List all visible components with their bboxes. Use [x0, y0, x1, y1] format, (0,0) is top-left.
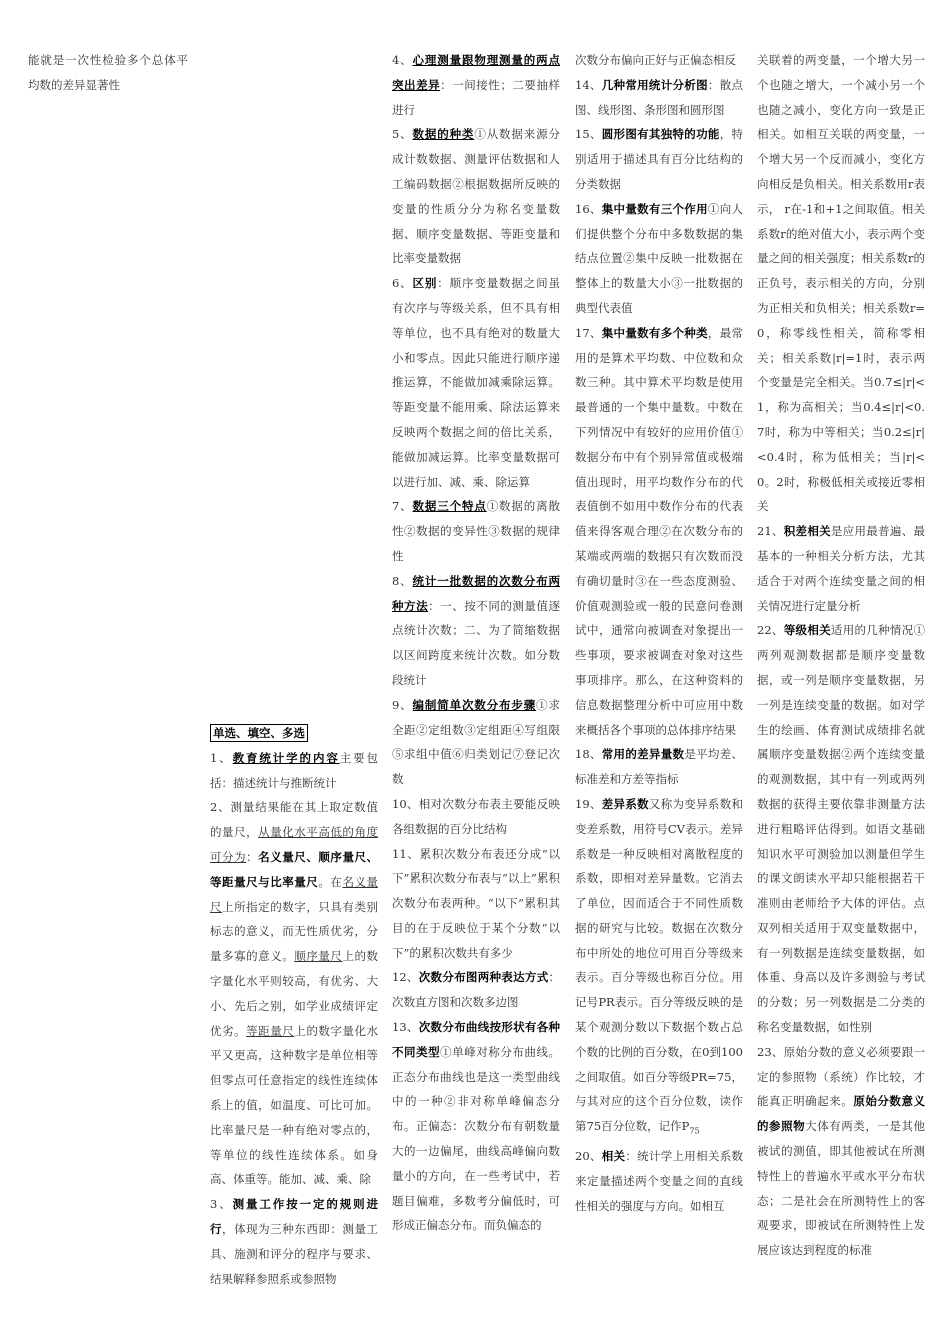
item-21 [757, 519, 925, 618]
item-number: 18、 [575, 747, 602, 762]
item-body: ：次数直方图和次数多边图 [392, 970, 560, 1010]
item-5 [392, 122, 560, 271]
item-23 [757, 1040, 925, 1263]
item-text: 大体有两类，一是其他被试的测值，即其他被试在所测特性上的普遍水平或水平分布状态；二是社会在所测特性上的客观要求，即被试在所测特性上发展应该达到程度的标准 [757, 1119, 926, 1258]
item-heading: 区别 [412, 276, 438, 291]
underlined-text: 从量化水平高低的角度可分为 [210, 825, 379, 864]
item-heading: 几种常用统计分析图 [601, 77, 708, 92]
column-1 [28, 48, 188, 98]
item-13 [392, 1015, 560, 1238]
item-body: ：统计学上用相关系数来定量描述两个变量之间的直线性相关的强度与方向。如相互 [575, 1149, 743, 1213]
column-5 [757, 48, 925, 1263]
item-11 [392, 842, 560, 966]
item-body: ①数据的离散性②数据的变异性③数据的规律性 [392, 499, 560, 563]
subscript: 75 [689, 1126, 700, 1136]
item-body: ，体现为三种东西即：测量工具、施测和评分的程序与要求、结果解释参照系或参照物 [210, 1221, 379, 1286]
item-heading: 次数分布图两种表达方式 [418, 970, 549, 985]
item-19 [575, 792, 743, 1144]
underlined-text: 等距量尺 [246, 1023, 295, 1038]
item-7 [392, 494, 560, 568]
item-number: 22、 [757, 623, 784, 638]
underlined-text: 顺序量尺 [294, 949, 343, 964]
item-22 [757, 618, 925, 1040]
item-body: 是应用最普遍、最基本的一种相关分析方法，尤其适合于对两个连续变量之间的相关情况进行定量分析 [757, 524, 925, 613]
item-number: 9、 [392, 697, 413, 712]
item-15 [575, 122, 743, 196]
item-body: ：散点图、线形图、条形图和圆形图 [575, 77, 743, 117]
item-number: 8、 [392, 573, 413, 588]
bold-text: 原始分数意义的参照物 [757, 1094, 926, 1134]
item-number: 4、 [392, 53, 413, 67]
item-10 [392, 792, 560, 842]
item-heading: 圆形图有其独特的功能 [601, 127, 720, 142]
item-heading: 次数分布曲线按形状有各种不同类型 [392, 1020, 560, 1059]
item-number: 1、 [210, 750, 233, 765]
item-18 [575, 742, 743, 792]
item-text: ： [246, 849, 259, 864]
bold-text: 名义量尺、顺序量尺、等距量尺与比率量尺 [210, 849, 379, 889]
item-body: ：一间接性；二要抽样进行 [392, 77, 561, 117]
item-9 [392, 693, 560, 792]
item-heading: 等级相关 [783, 623, 831, 638]
item-heading: 统计一批数据的次数分布两种方法 [392, 573, 560, 613]
item-number: 12、 [392, 970, 419, 985]
column-2 [210, 720, 378, 1291]
item-body: 又称为变异系数和变差系数，用符号CV表示。差异系数是一种反映相对离散程度的系数，即相对差异量数。它消去了单位，因而适合于不同性质数据的研究与比较。数据在次数分布中所处的地位可用百分等级来表示。百分等级也称百分位。用记号PR表示。百分等级反映的是某个观测分数以下数据个数占总个数的比例的百分数，在0到100之间取值。如百分等级PR=75，与其对应的这个百分位数，读作第75百分位数，记作P [575, 796, 743, 1134]
item-1 [210, 746, 378, 796]
paragraph [28, 48, 188, 98]
item-body: 主要包括：描述统计与推断统计 [210, 750, 379, 790]
item-number: 7、 [392, 499, 413, 514]
paragraph-text: 次数分布偏向正好与正偏态相反 [575, 53, 736, 67]
item-number: 19、 [575, 796, 602, 811]
item-body: 是平均差、标准差和方差等指标 [575, 747, 743, 787]
item-number: 13、 [392, 1020, 419, 1035]
item-12 [392, 965, 560, 1015]
item-number: 3、 [210, 1197, 233, 1212]
paragraph [757, 48, 925, 519]
column-4 [575, 48, 743, 1219]
item-text: 23、原始分数的意义必须要跟一定的参照物（系统）作比较，才能真正明确起来。 [757, 1044, 925, 1109]
item-3 [210, 1192, 378, 1291]
item-body: ：一、按不同的测量值逐点统计次数；二、为了简缩数据以区间跨度来统计次数。如分数段统计 [392, 598, 561, 687]
item-heading: 编制简单次数分布步骤 [412, 697, 537, 712]
item-body: ：顺序变量数据之间虽有次序与等级关系，但不具有相等单位，也不具有绝对的数量大小和零点。因此只能进行顺序递推运算，不能做加减乘除运算。等距变量不能用乘、除法运算来反映两个数据之间的倍比关系，能做加减运算。比率变量数据可以进行加、减、乘、除运算 [392, 276, 560, 489]
item-body: 适用的几种情况①两列观测数据都是顺序变量数据，或一列是顺序变量数据，另一列是连续变量的数据。如对学生的绘画、体育测试成绩排名就属顺序变量数据②两个连续变量的观测数据，其中有一列或两列数据的获得主要依靠非测量方法进行粗略评估得到。如语文基础知识水平可测验加以测量但学生的课文朗读水平却只能根据若干准则由老师给予大体的评估。点双列相关适用于双变量数据中，有一列数据是连续变量数据，如体重、身高以及许多测验与考试的分数；另一列数据是二分类的称名变量数据，如性别 [757, 623, 925, 1035]
item-heading: 心理测量跟物理测量的两点突出差异 [392, 53, 560, 92]
item-heading: 数据三个特点 [412, 499, 487, 514]
item-heading: 测量工作按一定的规则进行 [210, 1197, 379, 1236]
column-3 [392, 48, 560, 1238]
item-text: 上所指定的数字，只具有类别标志的意义，而无性质优劣，分量多寡的意义。 [210, 899, 379, 964]
item-heading: 常用的差异量数 [601, 747, 685, 762]
item-number: 17、 [575, 325, 602, 340]
item-heading: 教育统计学的内容 [232, 750, 340, 765]
item-body: ①从数据来源分成计数数据、测量评估数据和人工编码数据②根据数据所反映的变量的性质分分为称名变量数据、顺序变量数据、等距变量和比率变量数据 [392, 127, 560, 266]
item-heading: 相关 [601, 1149, 626, 1164]
paragraph-text: 关联着的两变量，一个增大另一个也随之增大，一个减小另一个也随之减小，变化方向一致是正相关。如相互关联的两变量，一个增大另一个反而减小，变化方向相反是负相关。相关系数用r表示， r在-1和+1之间取值。相关系数r的绝对值大小，表示两个变量之间的相关强度；相关系数r的正负号，表示相关的方向，分别为正相关和负相关；相关系数r=0，称零线性相关，简称零相关；相关系数|r|=1时，表示两个变量是完全相关。当0.7≤|r|<1，称为高相关；当0.4≤|r|<0.7时，称为中等相关；当0.2≤|r|<0.4时，称为低相关；当|r|<0。2时，称极低相关或接近零相关 [757, 53, 925, 514]
item-heading: 差异系数 [601, 796, 649, 811]
item-17 [575, 321, 743, 743]
paragraph [575, 48, 743, 73]
item-body: ①求全距②定组数③定组距④写组限⑤求组中值⑥归类划记⑦登记次数 [392, 697, 560, 787]
item-number: 6、 [392, 276, 413, 291]
paragraph-text: 能就是一次性检验多个总体平均数的差异显著性 [28, 53, 188, 92]
item-body: ，特别适用于描述具有百分比结构的分类数据 [575, 127, 743, 191]
item-text: 上的数字量化水平则较高，有优劣、大小、先后之别，如学业成绩评定优劣。 [210, 949, 379, 1038]
item-number: 16、 [575, 201, 602, 216]
underlined-text: 名义量尺 [210, 874, 379, 914]
section-title: 单选、填空、多选 [210, 724, 308, 742]
item-8 [392, 569, 560, 693]
item-text: 2、测量结果能在其上取定数值的量尺， [210, 800, 378, 840]
item-text: 。在 [318, 874, 343, 889]
item-text: 10、相对次数分布表主要能反映各组数据的百分比结构 [392, 796, 560, 836]
item-number: 21、 [757, 524, 784, 539]
item-4 [392, 48, 560, 122]
item-14 [575, 73, 743, 123]
item-20 [575, 1144, 743, 1218]
item-body: ，最常用的是算术平均数、中位数和众数三种。其中算术平均数是使用最普通的一个集中量数。中数在下列情况中有较好的应用价值①数据分布中有个别异常值或极端值出现时，用平均数作分布的代表值倒不如用中数作分布的代表值来得客观合理②在次数分布的某端或两端的数据只有次数而没有确切量时③在一些态度测验、价值观测验或一般的民意问卷测试中，通常向被调查对象提出一些事项，要求被调查对象对这些事项排序。那么，在这种资料的信息数据整理分析中可应用中数来概括各个事项的总体排序结果 [575, 325, 743, 737]
item-heading: 数据的种类 [412, 127, 475, 142]
item-text: 11、累积次数分布表还分成“以下”累积次数分布表与“以上”累积次数分布表两种。“以下”累积其目的在于反映位于某个分数“以下”的累积次数共有多少 [392, 846, 560, 960]
item-number: 5、 [392, 127, 413, 142]
item-heading: 积差相关 [783, 524, 831, 539]
item-number: 20、 [575, 1149, 602, 1164]
item-body: ①单峰对称分布曲线。正态分布曲线也是这一类型曲线中的一种②非对称单峰偏态分布。正偏态：次数分布有朝数量大的一边偏尾，曲线高峰偏向数量小的方向，在一些考试中，若题目偏难，多数考分偏低时，可形成正偏态分布。而负偏态的 [392, 1044, 561, 1233]
item-number: 15、 [575, 127, 602, 142]
item-6 [392, 271, 560, 494]
item-heading: 集中量数有多个种类 [601, 325, 708, 340]
item-number: 14、 [575, 77, 602, 92]
item-2 [210, 795, 378, 1192]
item-16 [575, 197, 743, 321]
item-heading: 集中量数有三个作用 [601, 201, 708, 216]
item-body: ①向人们提供整个分布中多数数据的集结点位置②集中反映一批数据在整体上的数量大小③一批数据的典型代表值 [575, 201, 743, 315]
item-text: 上的数字量化水平又更高，这种数字是单位相等但零点可任意指定的线性连续体系上的值，如温度、可比可加。比率量尺是一种有绝对零点的，等单位的线性连续体系。如身高、体重等。能加、减、乘、除 [210, 1023, 379, 1187]
